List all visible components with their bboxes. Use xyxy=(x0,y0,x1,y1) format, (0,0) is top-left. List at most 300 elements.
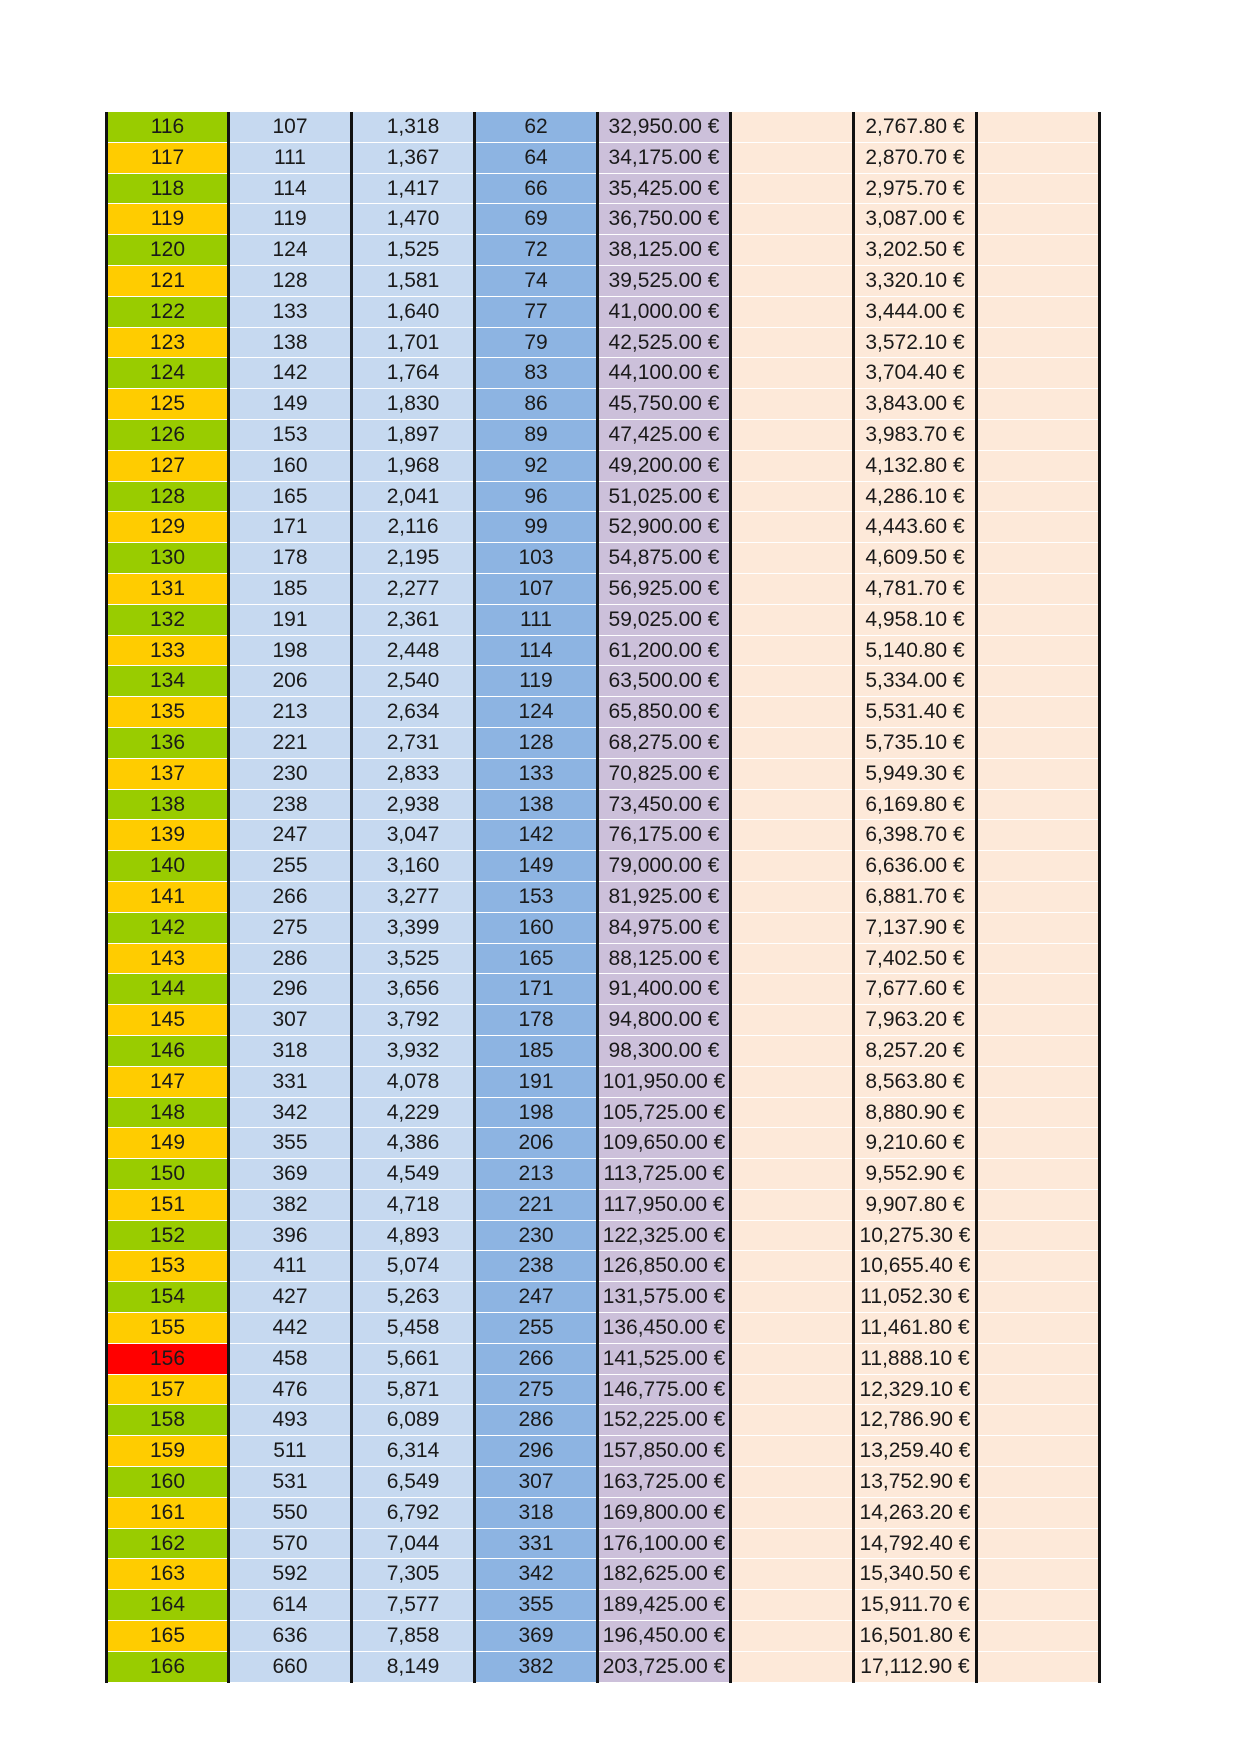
value-c-cell[interactable]: 64 xyxy=(475,142,598,173)
level-cell[interactable]: 125 xyxy=(107,389,229,420)
cost-cell[interactable]: 113,725.00 € xyxy=(598,1159,731,1190)
value-c-cell[interactable]: 213 xyxy=(475,1159,598,1190)
cost-cell[interactable]: 117,950.00 € xyxy=(598,1189,731,1220)
value-a-cell[interactable]: 206 xyxy=(229,666,352,697)
empty-cell[interactable] xyxy=(977,1405,1100,1436)
value-a-cell[interactable]: 133 xyxy=(229,296,352,327)
cost-cell[interactable]: 81,925.00 € xyxy=(598,881,731,912)
empty-cell[interactable] xyxy=(731,204,854,235)
empty-cell[interactable] xyxy=(977,820,1100,851)
fee-cell[interactable]: 12,786.90 € xyxy=(854,1405,977,1436)
value-a-cell[interactable]: 191 xyxy=(229,604,352,635)
level-cell[interactable]: 146 xyxy=(107,1035,229,1066)
value-a-cell[interactable]: 636 xyxy=(229,1621,352,1652)
cost-cell[interactable]: 41,000.00 € xyxy=(598,296,731,327)
value-a-cell[interactable]: 570 xyxy=(229,1528,352,1559)
value-c-cell[interactable]: 255 xyxy=(475,1313,598,1344)
value-c-cell[interactable]: 247 xyxy=(475,1282,598,1313)
value-c-cell[interactable]: 266 xyxy=(475,1343,598,1374)
value-a-cell[interactable]: 153 xyxy=(229,419,352,450)
level-cell[interactable]: 157 xyxy=(107,1374,229,1405)
empty-cell[interactable] xyxy=(977,727,1100,758)
fee-cell[interactable]: 3,087.00 € xyxy=(854,204,977,235)
level-cell[interactable]: 136 xyxy=(107,727,229,758)
fee-cell[interactable]: 14,263.20 € xyxy=(854,1497,977,1528)
value-b-cell[interactable]: 6,792 xyxy=(352,1497,475,1528)
value-a-cell[interactable]: 296 xyxy=(229,974,352,1005)
value-a-cell[interactable]: 198 xyxy=(229,635,352,666)
value-c-cell[interactable]: 83 xyxy=(475,358,598,389)
empty-cell[interactable] xyxy=(731,235,854,266)
empty-cell[interactable] xyxy=(731,1189,854,1220)
level-cell[interactable]: 140 xyxy=(107,851,229,882)
value-c-cell[interactable]: 238 xyxy=(475,1251,598,1282)
level-cell[interactable]: 149 xyxy=(107,1128,229,1159)
empty-cell[interactable] xyxy=(731,1497,854,1528)
cost-cell[interactable]: 109,650.00 € xyxy=(598,1128,731,1159)
empty-cell[interactable] xyxy=(731,1374,854,1405)
cost-cell[interactable]: 141,525.00 € xyxy=(598,1343,731,1374)
fee-cell[interactable]: 6,881.70 € xyxy=(854,881,977,912)
cost-cell[interactable]: 91,400.00 € xyxy=(598,974,731,1005)
value-b-cell[interactable]: 1,417 xyxy=(352,173,475,204)
cost-cell[interactable]: 34,175.00 € xyxy=(598,142,731,173)
empty-cell[interactable] xyxy=(731,481,854,512)
value-b-cell[interactable]: 3,792 xyxy=(352,1005,475,1036)
empty-cell[interactable] xyxy=(731,758,854,789)
value-a-cell[interactable]: 458 xyxy=(229,1343,352,1374)
level-cell[interactable]: 162 xyxy=(107,1528,229,1559)
level-cell[interactable]: 124 xyxy=(107,358,229,389)
cost-cell[interactable]: 105,725.00 € xyxy=(598,1097,731,1128)
value-c-cell[interactable]: 62 xyxy=(475,112,598,142)
value-a-cell[interactable]: 355 xyxy=(229,1128,352,1159)
level-cell[interactable]: 145 xyxy=(107,1005,229,1036)
value-a-cell[interactable]: 493 xyxy=(229,1405,352,1436)
cost-cell[interactable]: 136,450.00 € xyxy=(598,1313,731,1344)
fee-cell[interactable]: 3,843.00 € xyxy=(854,389,977,420)
value-c-cell[interactable]: 72 xyxy=(475,235,598,266)
fee-cell[interactable]: 6,398.70 € xyxy=(854,820,977,851)
fee-cell[interactable]: 16,501.80 € xyxy=(854,1621,977,1652)
value-c-cell[interactable]: 331 xyxy=(475,1528,598,1559)
value-b-cell[interactable]: 7,858 xyxy=(352,1621,475,1652)
value-a-cell[interactable]: 178 xyxy=(229,543,352,574)
value-a-cell[interactable]: 160 xyxy=(229,450,352,481)
value-c-cell[interactable]: 142 xyxy=(475,820,598,851)
empty-cell[interactable] xyxy=(731,697,854,728)
value-b-cell[interactable]: 1,830 xyxy=(352,389,475,420)
value-a-cell[interactable]: 221 xyxy=(229,727,352,758)
value-b-cell[interactable]: 5,661 xyxy=(352,1343,475,1374)
fee-cell[interactable]: 4,286.10 € xyxy=(854,481,977,512)
value-b-cell[interactable]: 1,897 xyxy=(352,419,475,450)
level-cell[interactable]: 150 xyxy=(107,1159,229,1190)
cost-cell[interactable]: 44,100.00 € xyxy=(598,358,731,389)
fee-cell[interactable]: 3,320.10 € xyxy=(854,265,977,296)
value-b-cell[interactable]: 1,581 xyxy=(352,265,475,296)
value-a-cell[interactable]: 411 xyxy=(229,1251,352,1282)
value-b-cell[interactable]: 2,361 xyxy=(352,604,475,635)
empty-cell[interactable] xyxy=(731,604,854,635)
value-a-cell[interactable]: 111 xyxy=(229,142,352,173)
value-c-cell[interactable]: 79 xyxy=(475,327,598,358)
empty-cell[interactable] xyxy=(731,1405,854,1436)
fee-cell[interactable]: 10,655.40 € xyxy=(854,1251,977,1282)
empty-cell[interactable] xyxy=(731,419,854,450)
cost-cell[interactable]: 146,775.00 € xyxy=(598,1374,731,1405)
value-b-cell[interactable]: 3,399 xyxy=(352,912,475,943)
value-c-cell[interactable]: 86 xyxy=(475,389,598,420)
fee-cell[interactable]: 9,210.60 € xyxy=(854,1128,977,1159)
cost-cell[interactable]: 68,275.00 € xyxy=(598,727,731,758)
level-cell[interactable]: 141 xyxy=(107,881,229,912)
value-a-cell[interactable]: 255 xyxy=(229,851,352,882)
fee-cell[interactable]: 3,572.10 € xyxy=(854,327,977,358)
level-cell[interactable]: 142 xyxy=(107,912,229,943)
value-a-cell[interactable]: 396 xyxy=(229,1220,352,1251)
empty-cell[interactable] xyxy=(731,1651,854,1682)
empty-cell[interactable] xyxy=(731,912,854,943)
level-cell[interactable]: 154 xyxy=(107,1282,229,1313)
cost-cell[interactable]: 52,900.00 € xyxy=(598,512,731,543)
cost-cell[interactable]: 169,800.00 € xyxy=(598,1497,731,1528)
empty-cell[interactable] xyxy=(977,635,1100,666)
empty-cell[interactable] xyxy=(731,265,854,296)
level-cell[interactable]: 138 xyxy=(107,789,229,820)
cost-cell[interactable]: 79,000.00 € xyxy=(598,851,731,882)
empty-cell[interactable] xyxy=(977,327,1100,358)
value-b-cell[interactable]: 4,718 xyxy=(352,1189,475,1220)
value-c-cell[interactable]: 318 xyxy=(475,1497,598,1528)
fee-cell[interactable]: 9,907.80 € xyxy=(854,1189,977,1220)
empty-cell[interactable] xyxy=(977,204,1100,235)
cost-cell[interactable]: 88,125.00 € xyxy=(598,943,731,974)
value-b-cell[interactable]: 5,074 xyxy=(352,1251,475,1282)
empty-cell[interactable] xyxy=(977,142,1100,173)
cost-cell[interactable]: 49,200.00 € xyxy=(598,450,731,481)
value-a-cell[interactable]: 247 xyxy=(229,820,352,851)
fee-cell[interactable]: 6,169.80 € xyxy=(854,789,977,820)
cost-cell[interactable]: 203,725.00 € xyxy=(598,1651,731,1682)
empty-cell[interactable] xyxy=(977,666,1100,697)
value-c-cell[interactable]: 355 xyxy=(475,1590,598,1621)
value-b-cell[interactable]: 2,634 xyxy=(352,697,475,728)
value-a-cell[interactable]: 107 xyxy=(229,112,352,142)
value-a-cell[interactable]: 165 xyxy=(229,481,352,512)
value-a-cell[interactable]: 442 xyxy=(229,1313,352,1344)
value-a-cell[interactable]: 382 xyxy=(229,1189,352,1220)
value-b-cell[interactable]: 3,047 xyxy=(352,820,475,851)
cost-cell[interactable]: 42,525.00 € xyxy=(598,327,731,358)
fee-cell[interactable]: 17,112.90 € xyxy=(854,1651,977,1682)
value-a-cell[interactable]: 149 xyxy=(229,389,352,420)
fee-cell[interactable]: 8,563.80 € xyxy=(854,1066,977,1097)
level-cell[interactable]: 156 xyxy=(107,1343,229,1374)
cost-cell[interactable]: 61,200.00 € xyxy=(598,635,731,666)
value-a-cell[interactable]: 614 xyxy=(229,1590,352,1621)
cost-cell[interactable]: 163,725.00 € xyxy=(598,1467,731,1498)
empty-cell[interactable] xyxy=(977,1097,1100,1128)
value-c-cell[interactable]: 77 xyxy=(475,296,598,327)
level-cell[interactable]: 139 xyxy=(107,820,229,851)
value-c-cell[interactable]: 221 xyxy=(475,1189,598,1220)
empty-cell[interactable] xyxy=(977,235,1100,266)
value-b-cell[interactable]: 7,577 xyxy=(352,1590,475,1621)
level-cell[interactable]: 120 xyxy=(107,235,229,266)
cost-cell[interactable]: 122,325.00 € xyxy=(598,1220,731,1251)
value-b-cell[interactable]: 2,277 xyxy=(352,573,475,604)
value-a-cell[interactable]: 318 xyxy=(229,1035,352,1066)
value-a-cell[interactable]: 266 xyxy=(229,881,352,912)
value-b-cell[interactable]: 4,229 xyxy=(352,1097,475,1128)
value-b-cell[interactable]: 3,160 xyxy=(352,851,475,882)
cost-cell[interactable]: 39,525.00 € xyxy=(598,265,731,296)
fee-cell[interactable]: 7,137.90 € xyxy=(854,912,977,943)
empty-cell[interactable] xyxy=(977,881,1100,912)
value-c-cell[interactable]: 153 xyxy=(475,881,598,912)
empty-cell[interactable] xyxy=(977,1467,1100,1498)
fee-cell[interactable]: 12,329.10 € xyxy=(854,1374,977,1405)
fee-cell[interactable]: 13,259.40 € xyxy=(854,1436,977,1467)
value-b-cell[interactable]: 3,525 xyxy=(352,943,475,974)
fee-cell[interactable]: 2,975.70 € xyxy=(854,173,977,204)
value-b-cell[interactable]: 5,458 xyxy=(352,1313,475,1344)
empty-cell[interactable] xyxy=(731,1343,854,1374)
empty-cell[interactable] xyxy=(977,974,1100,1005)
value-c-cell[interactable]: 165 xyxy=(475,943,598,974)
fee-cell[interactable]: 7,677.60 € xyxy=(854,974,977,1005)
value-c-cell[interactable]: 66 xyxy=(475,173,598,204)
cost-cell[interactable]: 84,975.00 € xyxy=(598,912,731,943)
value-b-cell[interactable]: 4,078 xyxy=(352,1066,475,1097)
cost-cell[interactable]: 47,425.00 € xyxy=(598,419,731,450)
empty-cell[interactable] xyxy=(731,881,854,912)
value-b-cell[interactable]: 4,549 xyxy=(352,1159,475,1190)
value-b-cell[interactable]: 5,871 xyxy=(352,1374,475,1405)
fee-cell[interactable]: 8,880.90 € xyxy=(854,1097,977,1128)
empty-cell[interactable] xyxy=(977,1559,1100,1590)
level-cell[interactable]: 143 xyxy=(107,943,229,974)
value-c-cell[interactable]: 89 xyxy=(475,419,598,450)
empty-cell[interactable] xyxy=(977,1528,1100,1559)
fee-cell[interactable]: 11,052.30 € xyxy=(854,1282,977,1313)
empty-cell[interactable] xyxy=(731,789,854,820)
empty-cell[interactable] xyxy=(731,512,854,543)
empty-cell[interactable] xyxy=(731,142,854,173)
empty-cell[interactable] xyxy=(731,573,854,604)
cost-cell[interactable]: 45,750.00 € xyxy=(598,389,731,420)
cost-cell[interactable]: 182,625.00 € xyxy=(598,1559,731,1590)
value-c-cell[interactable]: 74 xyxy=(475,265,598,296)
value-b-cell[interactable]: 5,263 xyxy=(352,1282,475,1313)
empty-cell[interactable] xyxy=(977,450,1100,481)
empty-cell[interactable] xyxy=(731,666,854,697)
level-cell[interactable]: 163 xyxy=(107,1559,229,1590)
cost-cell[interactable]: 51,025.00 € xyxy=(598,481,731,512)
value-c-cell[interactable]: 296 xyxy=(475,1436,598,1467)
fee-cell[interactable]: 14,792.40 € xyxy=(854,1528,977,1559)
value-c-cell[interactable]: 119 xyxy=(475,666,598,697)
value-b-cell[interactable]: 1,701 xyxy=(352,327,475,358)
empty-cell[interactable] xyxy=(731,296,854,327)
value-a-cell[interactable]: 114 xyxy=(229,173,352,204)
cost-cell[interactable]: 59,025.00 € xyxy=(598,604,731,635)
empty-cell[interactable] xyxy=(977,389,1100,420)
empty-cell[interactable] xyxy=(977,296,1100,327)
empty-cell[interactable] xyxy=(731,1282,854,1313)
value-b-cell[interactable]: 8,149 xyxy=(352,1651,475,1682)
value-c-cell[interactable]: 342 xyxy=(475,1559,598,1590)
empty-cell[interactable] xyxy=(977,265,1100,296)
empty-cell[interactable] xyxy=(731,851,854,882)
level-cell[interactable]: 161 xyxy=(107,1497,229,1528)
cost-cell[interactable]: 196,450.00 € xyxy=(598,1621,731,1652)
value-c-cell[interactable]: 191 xyxy=(475,1066,598,1097)
value-c-cell[interactable]: 69 xyxy=(475,204,598,235)
fee-cell[interactable]: 5,735.10 € xyxy=(854,727,977,758)
cost-cell[interactable]: 35,425.00 € xyxy=(598,173,731,204)
value-b-cell[interactable]: 1,525 xyxy=(352,235,475,266)
level-cell[interactable]: 132 xyxy=(107,604,229,635)
value-c-cell[interactable]: 124 xyxy=(475,697,598,728)
level-cell[interactable]: 165 xyxy=(107,1621,229,1652)
level-cell[interactable]: 121 xyxy=(107,265,229,296)
empty-cell[interactable] xyxy=(977,1436,1100,1467)
value-a-cell[interactable]: 476 xyxy=(229,1374,352,1405)
value-a-cell[interactable]: 275 xyxy=(229,912,352,943)
empty-cell[interactable] xyxy=(977,1590,1100,1621)
level-cell[interactable]: 137 xyxy=(107,758,229,789)
empty-cell[interactable] xyxy=(731,327,854,358)
empty-cell[interactable] xyxy=(731,1005,854,1036)
level-cell[interactable]: 134 xyxy=(107,666,229,697)
level-cell[interactable]: 123 xyxy=(107,327,229,358)
value-a-cell[interactable]: 142 xyxy=(229,358,352,389)
value-b-cell[interactable]: 6,089 xyxy=(352,1405,475,1436)
value-a-cell[interactable]: 119 xyxy=(229,204,352,235)
cost-cell[interactable]: 152,225.00 € xyxy=(598,1405,731,1436)
value-b-cell[interactable]: 3,277 xyxy=(352,881,475,912)
value-a-cell[interactable]: 286 xyxy=(229,943,352,974)
fee-cell[interactable]: 5,531.40 € xyxy=(854,697,977,728)
fee-cell[interactable]: 6,636.00 € xyxy=(854,851,977,882)
level-cell[interactable]: 155 xyxy=(107,1313,229,1344)
value-a-cell[interactable]: 427 xyxy=(229,1282,352,1313)
value-b-cell[interactable]: 4,893 xyxy=(352,1220,475,1251)
value-c-cell[interactable]: 138 xyxy=(475,789,598,820)
fee-cell[interactable]: 4,443.60 € xyxy=(854,512,977,543)
empty-cell[interactable] xyxy=(977,1128,1100,1159)
value-c-cell[interactable]: 382 xyxy=(475,1651,598,1682)
fee-cell[interactable]: 3,704.40 € xyxy=(854,358,977,389)
empty-cell[interactable] xyxy=(977,543,1100,574)
fee-cell[interactable]: 3,202.50 € xyxy=(854,235,977,266)
value-b-cell[interactable]: 2,448 xyxy=(352,635,475,666)
value-c-cell[interactable]: 114 xyxy=(475,635,598,666)
value-c-cell[interactable]: 92 xyxy=(475,450,598,481)
value-c-cell[interactable]: 369 xyxy=(475,1621,598,1652)
value-b-cell[interactable]: 6,549 xyxy=(352,1467,475,1498)
empty-cell[interactable] xyxy=(977,1159,1100,1190)
empty-cell[interactable] xyxy=(977,573,1100,604)
value-a-cell[interactable]: 185 xyxy=(229,573,352,604)
value-c-cell[interactable]: 275 xyxy=(475,1374,598,1405)
empty-cell[interactable] xyxy=(977,481,1100,512)
value-a-cell[interactable]: 213 xyxy=(229,697,352,728)
value-c-cell[interactable]: 171 xyxy=(475,974,598,1005)
level-cell[interactable]: 147 xyxy=(107,1066,229,1097)
value-a-cell[interactable]: 531 xyxy=(229,1467,352,1498)
value-b-cell[interactable]: 2,540 xyxy=(352,666,475,697)
cost-cell[interactable]: 176,100.00 € xyxy=(598,1528,731,1559)
empty-cell[interactable] xyxy=(977,912,1100,943)
empty-cell[interactable] xyxy=(731,1621,854,1652)
level-cell[interactable]: 122 xyxy=(107,296,229,327)
empty-cell[interactable] xyxy=(977,1035,1100,1066)
empty-cell[interactable] xyxy=(731,1590,854,1621)
value-b-cell[interactable]: 2,116 xyxy=(352,512,475,543)
cost-cell[interactable]: 94,800.00 € xyxy=(598,1005,731,1036)
level-cell[interactable]: 166 xyxy=(107,1651,229,1682)
cost-cell[interactable]: 65,850.00 € xyxy=(598,697,731,728)
value-c-cell[interactable]: 307 xyxy=(475,1467,598,1498)
empty-cell[interactable] xyxy=(977,1251,1100,1282)
value-b-cell[interactable]: 4,386 xyxy=(352,1128,475,1159)
empty-cell[interactable] xyxy=(731,943,854,974)
cost-cell[interactable]: 126,850.00 € xyxy=(598,1251,731,1282)
fee-cell[interactable]: 4,958.10 € xyxy=(854,604,977,635)
empty-cell[interactable] xyxy=(977,1282,1100,1313)
fee-cell[interactable]: 7,402.50 € xyxy=(854,943,977,974)
value-c-cell[interactable]: 185 xyxy=(475,1035,598,1066)
value-c-cell[interactable]: 111 xyxy=(475,604,598,635)
fee-cell[interactable]: 2,870.70 € xyxy=(854,142,977,173)
value-b-cell[interactable]: 3,656 xyxy=(352,974,475,1005)
value-a-cell[interactable]: 124 xyxy=(229,235,352,266)
fee-cell[interactable]: 15,911.70 € xyxy=(854,1590,977,1621)
empty-cell[interactable] xyxy=(977,1497,1100,1528)
level-cell[interactable]: 119 xyxy=(107,204,229,235)
empty-cell[interactable] xyxy=(977,1189,1100,1220)
level-cell[interactable]: 117 xyxy=(107,142,229,173)
empty-cell[interactable] xyxy=(977,697,1100,728)
level-cell[interactable]: 135 xyxy=(107,697,229,728)
value-a-cell[interactable]: 138 xyxy=(229,327,352,358)
fee-cell[interactable]: 5,140.80 € xyxy=(854,635,977,666)
value-c-cell[interactable]: 107 xyxy=(475,573,598,604)
level-cell[interactable]: 164 xyxy=(107,1590,229,1621)
empty-cell[interactable] xyxy=(977,943,1100,974)
cost-cell[interactable]: 32,950.00 € xyxy=(598,112,731,142)
empty-cell[interactable] xyxy=(731,389,854,420)
value-b-cell[interactable]: 2,833 xyxy=(352,758,475,789)
cost-cell[interactable]: 157,850.00 € xyxy=(598,1436,731,1467)
value-a-cell[interactable]: 331 xyxy=(229,1066,352,1097)
fee-cell[interactable]: 9,552.90 € xyxy=(854,1159,977,1190)
value-a-cell[interactable]: 550 xyxy=(229,1497,352,1528)
empty-cell[interactable] xyxy=(731,1035,854,1066)
value-a-cell[interactable]: 660 xyxy=(229,1651,352,1682)
value-c-cell[interactable]: 286 xyxy=(475,1405,598,1436)
value-b-cell[interactable]: 1,764 xyxy=(352,358,475,389)
value-c-cell[interactable]: 178 xyxy=(475,1005,598,1036)
empty-cell[interactable] xyxy=(731,974,854,1005)
empty-cell[interactable] xyxy=(977,1621,1100,1652)
value-b-cell[interactable]: 2,041 xyxy=(352,481,475,512)
fee-cell[interactable]: 7,963.20 € xyxy=(854,1005,977,1036)
value-b-cell[interactable]: 2,731 xyxy=(352,727,475,758)
